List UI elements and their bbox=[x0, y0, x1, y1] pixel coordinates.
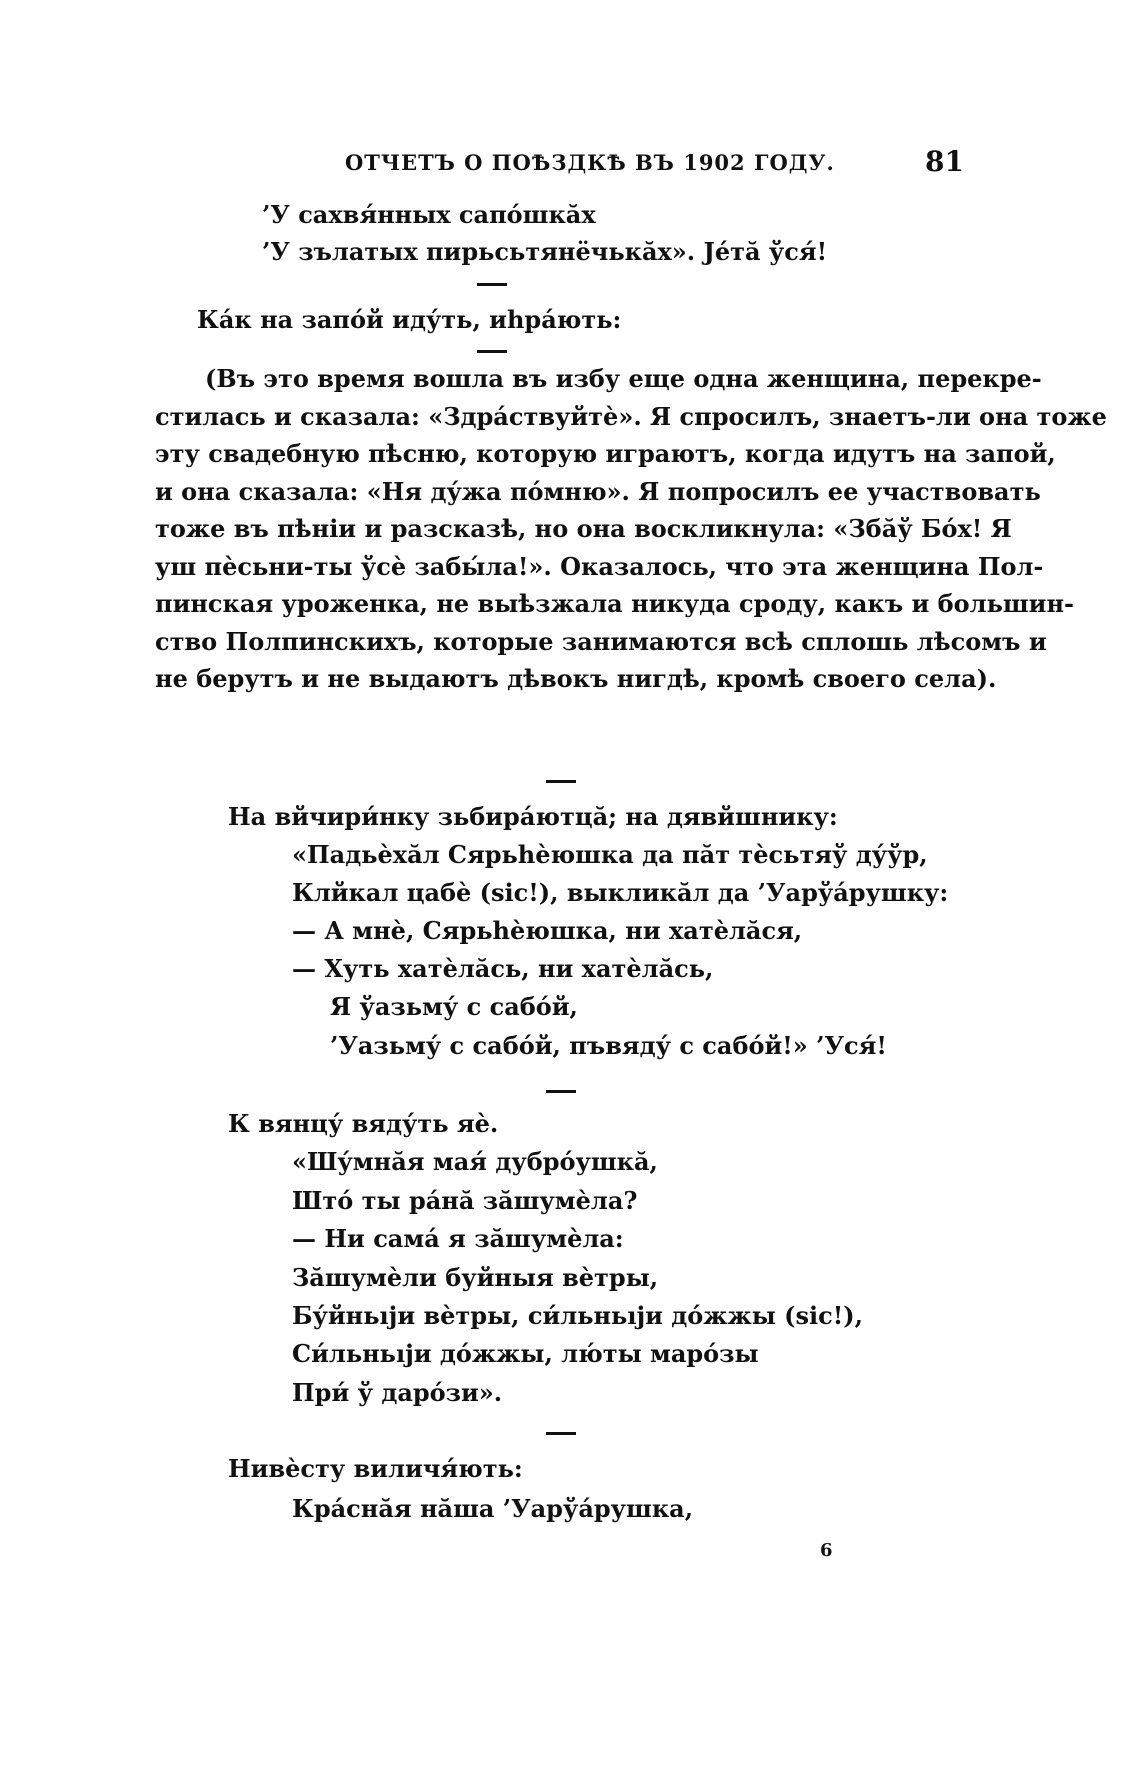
verse-line: Я ўазьму́ с сабо́й, bbox=[330, 992, 578, 1021]
verse-line: Кра́снăя нăша ’Уарўа́рушка, bbox=[292, 1494, 694, 1523]
verse-line: Клйкал цабѐ (sic!), выкликăл да ’Уарўа́рушку: bbox=[292, 878, 949, 907]
verse-line: При́ ў даро́зи». bbox=[292, 1378, 503, 1407]
paragraph-line: ство Полпинскихъ, которые занимаются всѣ сплошь лѣсомъ и bbox=[155, 626, 1047, 656]
paragraph-line: (Въ это время вошла въ избу еще одна женщина, перекре- bbox=[205, 364, 1042, 393]
paragraph-line: эту свадебную пѣсню, которую играютъ, когда идутъ на запой, bbox=[155, 439, 1056, 468]
section-divider bbox=[546, 1090, 576, 1093]
verse-line: Што́ ты ра́нă зăшумѐла? bbox=[292, 1186, 638, 1215]
section-divider bbox=[477, 350, 507, 353]
paragraph-line: стилась и сказала: «Здра́ствуйтѐ». Я спросилъ, знаетъ-ли она тоже bbox=[155, 401, 1107, 431]
verse-line: Си́льньıjи до́жжы, лю́ты маро́зы bbox=[292, 1339, 759, 1368]
section-heading: Нивѐсту виличя́ють: bbox=[228, 1454, 523, 1483]
section-divider bbox=[546, 1432, 576, 1435]
paragraph-line: тоже въ пѣніи и разсказѣ, но она воскликнула: «Збăў Бо́х! Я bbox=[155, 514, 1012, 543]
verse-line: ’Уазьму́ с сабо́й, пъвяду́ с сабо́й!» ’Уся́! bbox=[330, 1031, 887, 1060]
verse-line: ’У сахвя́нных сапо́шкăх bbox=[262, 200, 596, 229]
paragraph-line: пинская уроженка, не выѣзжала никуда сроду, какъ и большин- bbox=[155, 589, 1074, 618]
section-heading: Ка́к на запо́й иду́ть, иhра́ють: bbox=[197, 305, 622, 334]
section-divider bbox=[477, 283, 507, 286]
section-divider bbox=[546, 780, 576, 783]
paragraph-line: уш пѐсьни-ты ўсѐ забы́ла!». Оказалось, что эта женщина Пол- bbox=[155, 551, 1044, 581]
verse-line: «Шу́мнăя мая́ дубро́ушкă, bbox=[292, 1147, 658, 1176]
paragraph-line: не берутъ и не выдаютъ дѣвокъ нигдѣ, кромѣ своего села). bbox=[155, 664, 997, 693]
section-heading: К вянцу́ вяду́ть яѐ. bbox=[228, 1109, 499, 1138]
running-title: ОТЧЕТЪ О ПОѢЗДКѢ ВЪ 1902 ГОДУ. bbox=[345, 150, 835, 175]
paragraph-line: и она сказала: «Ня ду́жа по́мню». Я попросилъ ее участвовать bbox=[155, 476, 1041, 506]
verse-line: «Падьѐхăл Сярьhѐюшка да пăт тѐсьтяў ду́ўр, bbox=[292, 840, 928, 869]
verse-line: — А мнѐ, Сярьhѐюшка, ни хатѐлăся, bbox=[292, 916, 803, 945]
signature-mark: 6 bbox=[820, 1540, 833, 1561]
page-number: 81 bbox=[925, 145, 964, 178]
verse-line: — Хуть хатѐлăсь, ни хатѐлăсь, bbox=[292, 954, 714, 983]
verse-line: — Ни самá я зăшумѐла: bbox=[292, 1224, 624, 1253]
section-heading: На вйчири́нку зьбира́ютцă; на дявйшнику: bbox=[228, 802, 838, 831]
prose-paragraph bbox=[155, 360, 1107, 698]
verse-line: Зăшумѐли буйныя вѐтры, bbox=[292, 1263, 659, 1292]
verse-line: ’У зълатых пирьсьтянёчькăх». Jе́тă ўся́! bbox=[262, 237, 828, 266]
verse-line: Бу́йньıjи вѐтры, си́льньıjи до́жжы (sic!), bbox=[292, 1301, 864, 1330]
